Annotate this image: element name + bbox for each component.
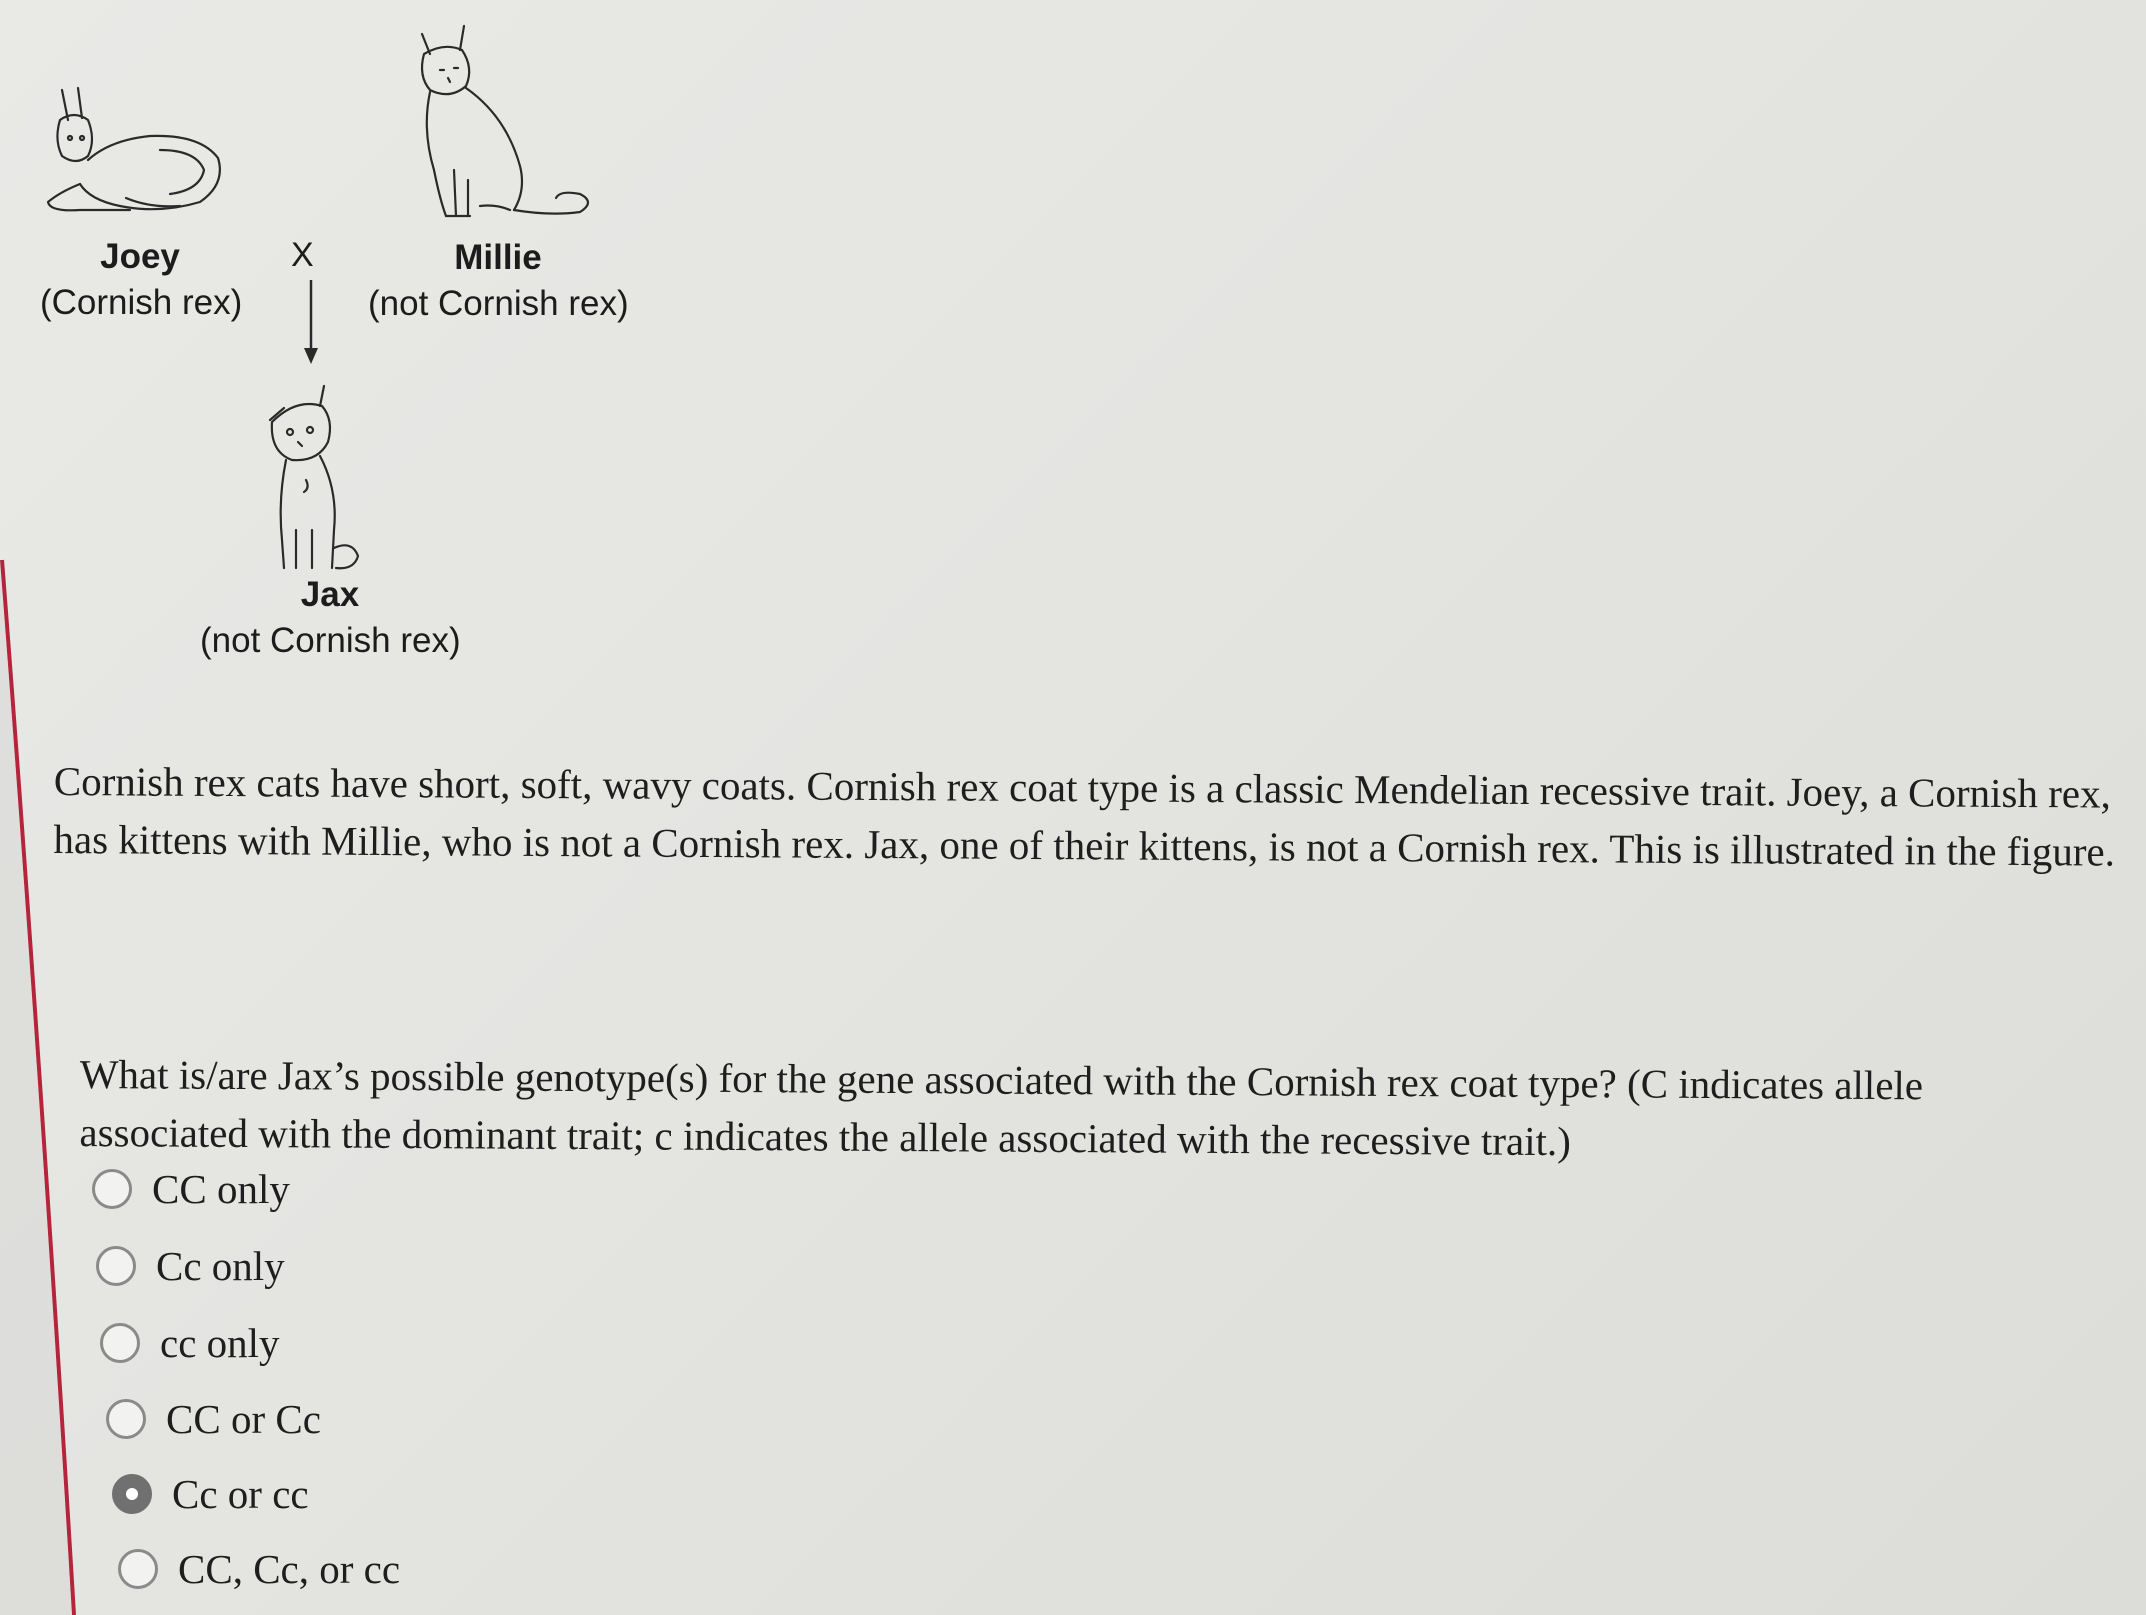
option-cc-or-cc-dominant[interactable]	[106, 1395, 321, 1443]
option-label: cc only	[160, 1320, 280, 1366]
millie-label	[368, 235, 628, 327]
radio-button[interactable]	[106, 1399, 146, 1439]
down-arrow-icon	[300, 278, 322, 368]
millie-description: (not Cornish rex)	[368, 284, 629, 323]
cross-symbol: X	[291, 236, 314, 274]
radio-button-selected[interactable]	[112, 1474, 152, 1514]
option-cc-or-cc-recessive[interactable]	[112, 1470, 309, 1518]
radio-button[interactable]	[118, 1549, 158, 1589]
intro-paragraph: Cornish rex cats have short, soft, wavy coats. Cornish rex coat type is a classic Mendelian recessive trait. Joey, a Cornish rex, has kittens with Millie, who is not a Cornish rex. Jax, one of their kittens, is not a Cornish rex. This is illustrated in the figure.	[53, 757, 2116, 875]
joey-label	[40, 234, 243, 326]
radio-button[interactable]	[96, 1246, 136, 1286]
millie-name: Millie	[454, 238, 542, 277]
joey-cat-illustration	[40, 80, 240, 220]
option-cc-only-dominant[interactable]	[92, 1165, 290, 1213]
joey-name: Joey	[100, 237, 180, 276]
option-label: Cc or cc	[172, 1471, 309, 1517]
option-cc-only-hetero[interactable]	[96, 1242, 285, 1290]
jax-label	[200, 572, 460, 664]
radio-button[interactable]	[92, 1169, 132, 1209]
jax-name: Jax	[300, 575, 360, 614]
option-label: CC, Cc, or cc	[178, 1546, 401, 1592]
jax-kitten-illustration	[262, 380, 382, 575]
option-cc-only-recessive[interactable]	[100, 1319, 280, 1367]
option-label: CC only	[152, 1166, 290, 1212]
option-label: CC or Cc	[166, 1396, 321, 1442]
joey-description: (Cornish rex)	[40, 283, 243, 322]
millie-cat-illustration	[410, 20, 600, 225]
option-all-genotypes[interactable]	[118, 1545, 400, 1593]
radio-button[interactable]	[100, 1323, 140, 1363]
option-label: Cc only	[156, 1243, 285, 1289]
question-text: What is/are Jax’s possible genotype(s) for the gene associated with the Cornish rex coat type? (C indicates allele associated with the dominant trait; c indicates the allele associated with the recessive trait.)	[79, 1050, 1924, 1165]
jax-description: (not Cornish rex)	[200, 621, 461, 660]
